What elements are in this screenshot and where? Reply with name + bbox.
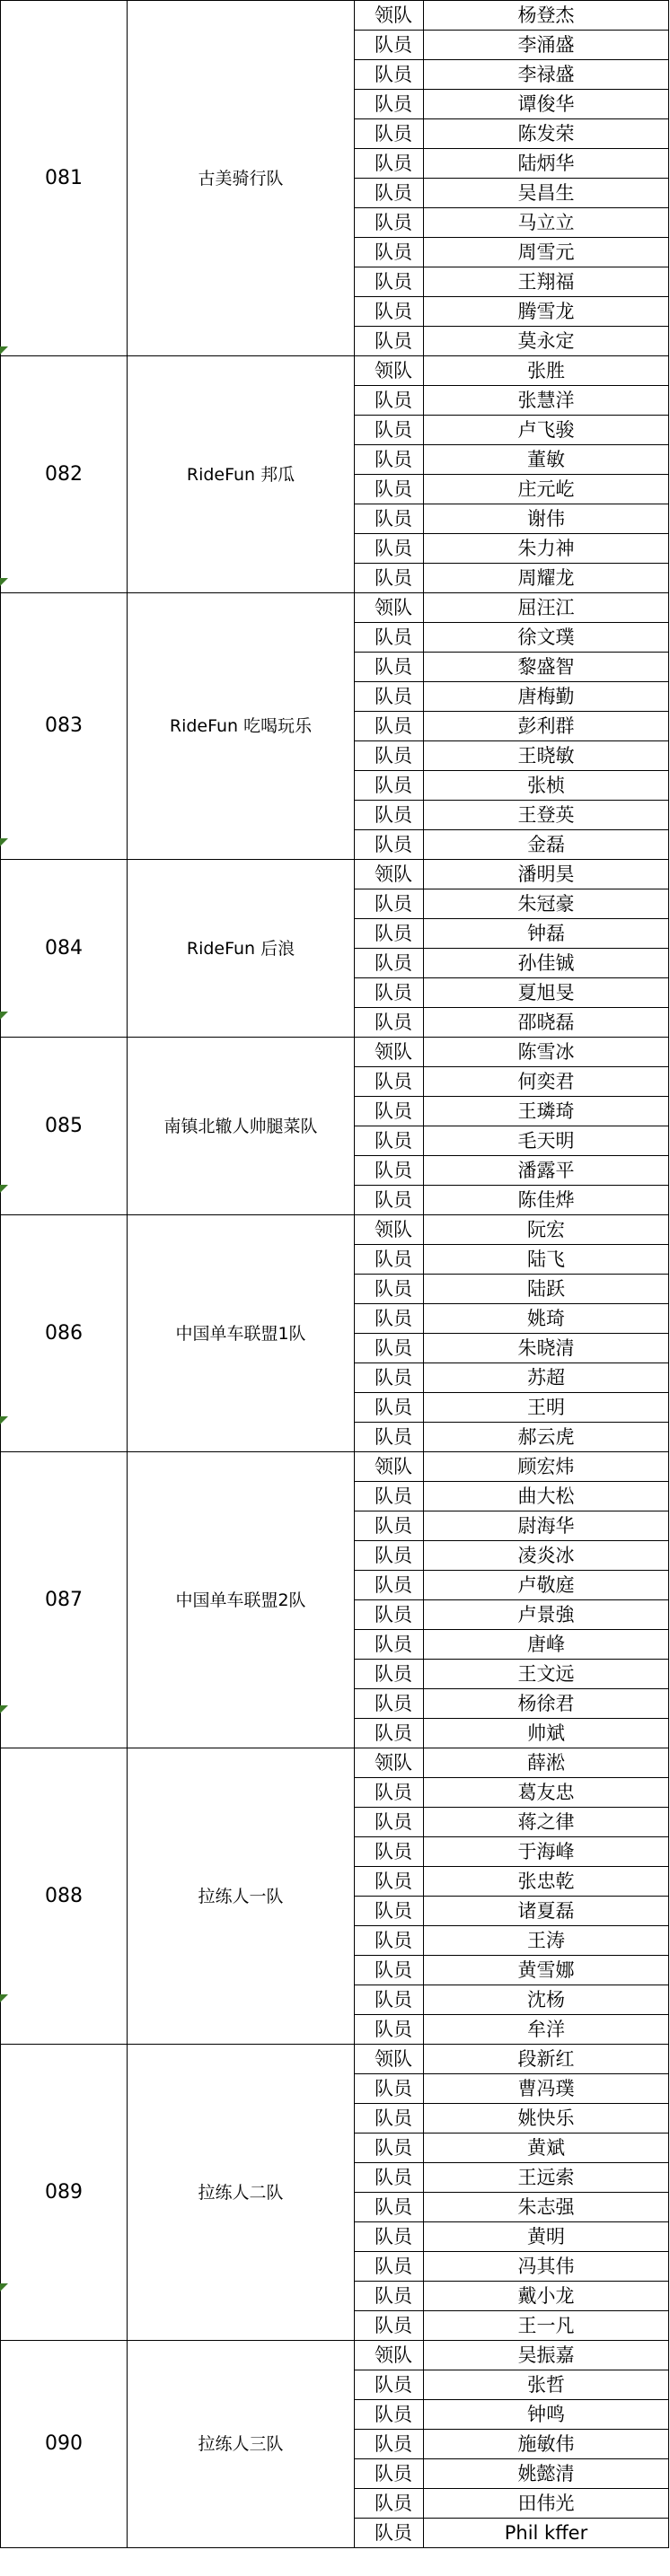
- member-name: 姚快乐: [424, 2104, 669, 2134]
- cell-corner-marker: [0, 1185, 8, 1193]
- member-name: Phil kffer: [424, 2519, 669, 2548]
- member-role: 领队: [355, 356, 424, 386]
- member-name: 徐文璞: [424, 623, 669, 653]
- member-name: 谢伟: [424, 504, 669, 534]
- member-role: 队员: [355, 31, 424, 60]
- member-role: 队员: [355, 1660, 424, 1689]
- member-name: 王一凡: [424, 2311, 669, 2341]
- member-role: 队员: [355, 1600, 424, 1630]
- member-role: 队员: [355, 919, 424, 949]
- member-role: 队员: [355, 1808, 424, 1837]
- member-role: 队员: [355, 2134, 424, 2163]
- member-name: 屈汪江: [424, 593, 669, 623]
- member-name: 沈杨: [424, 1985, 669, 2015]
- member-role: 队员: [355, 1837, 424, 1867]
- member-name: 吴昌生: [424, 179, 669, 208]
- member-name: 朱冠豪: [424, 889, 669, 919]
- member-name: 阮宏: [424, 1215, 669, 1245]
- member-name: 庄元屹: [424, 475, 669, 504]
- member-role: 队员: [355, 208, 424, 238]
- member-role: 队员: [355, 653, 424, 682]
- member-name: 唐梅勤: [424, 682, 669, 712]
- member-name: 陈雪冰: [424, 1038, 669, 1067]
- member-role: 领队: [355, 593, 424, 623]
- member-name: 钟鸣: [424, 2400, 669, 2430]
- member-name: 夏旭旻: [424, 978, 669, 1008]
- member-name: 苏超: [424, 1363, 669, 1393]
- table-row: [1, 1452, 669, 1482]
- member-role: 队员: [355, 1156, 424, 1186]
- member-name: 冯其伟: [424, 2252, 669, 2282]
- team-number: 085: [1, 1038, 128, 1215]
- member-role: 队员: [355, 1186, 424, 1215]
- member-name: 朱力神: [424, 534, 669, 564]
- member-role: 队员: [355, 1008, 424, 1038]
- member-role: 队员: [355, 327, 424, 356]
- member-role: 队员: [355, 1778, 424, 1808]
- member-role: 队员: [355, 149, 424, 179]
- member-name: 王涛: [424, 1926, 669, 1956]
- member-role: 队员: [355, 1571, 424, 1600]
- team-name: RideFun 邦瓜: [128, 356, 355, 593]
- member-name: 杨登杰: [424, 1, 669, 31]
- member-role: 队员: [355, 1719, 424, 1748]
- member-name: 王明: [424, 1393, 669, 1423]
- cell-corner-marker: [0, 346, 8, 355]
- member-name: 马立立: [424, 208, 669, 238]
- member-role: 队员: [355, 1393, 424, 1423]
- member-role: 队员: [355, 2015, 424, 2045]
- cell-corner-marker: [0, 1012, 8, 1020]
- team-number: 090: [1, 2341, 128, 2548]
- member-name: 于海峰: [424, 1837, 669, 1867]
- team-number: 082: [1, 356, 128, 593]
- member-name: 施敏伟: [424, 2430, 669, 2459]
- member-name: 腾雪龙: [424, 297, 669, 327]
- cell-corner-marker: [0, 578, 8, 586]
- member-name: 姚琦: [424, 1304, 669, 1334]
- member-name: 田伟光: [424, 2489, 669, 2519]
- member-name: 牟洋: [424, 2015, 669, 2045]
- member-name: 王翔福: [424, 267, 669, 297]
- member-role: 队员: [355, 2370, 424, 2400]
- member-name: 薛淞: [424, 1748, 669, 1778]
- member-name: 王文远: [424, 1660, 669, 1689]
- member-name: 邵晓磊: [424, 1008, 669, 1038]
- team-name: 古美骑行队: [128, 1, 355, 356]
- member-name: 王晓敏: [424, 741, 669, 771]
- member-role: 队员: [355, 119, 424, 149]
- member-role: 队员: [355, 2519, 424, 2548]
- member-role: 队员: [355, 1926, 424, 1956]
- member-role: 队员: [355, 1126, 424, 1156]
- member-role: 队员: [355, 889, 424, 919]
- member-name: 吴振嘉: [424, 2341, 669, 2370]
- member-role: 队员: [355, 475, 424, 504]
- member-role: 队员: [355, 623, 424, 653]
- cell-corner-marker: [0, 1705, 8, 1713]
- member-name: 曹冯璞: [424, 2074, 669, 2104]
- member-role: 队员: [355, 801, 424, 830]
- member-role: 队员: [355, 2193, 424, 2222]
- member-role: 队员: [355, 504, 424, 534]
- member-role: 队员: [355, 1482, 424, 1511]
- table-row: [1, 1, 669, 31]
- member-role: 队员: [355, 60, 424, 90]
- member-name: 诸夏磊: [424, 1897, 669, 1926]
- team-name: 南镇北辙人帅腿菜队: [128, 1038, 355, 1215]
- member-role: 队员: [355, 978, 424, 1008]
- member-role: 队员: [355, 416, 424, 445]
- member-role: 队员: [355, 2400, 424, 2430]
- member-role: 队员: [355, 445, 424, 475]
- member-role: 队员: [355, 830, 424, 860]
- member-role: 队员: [355, 2282, 424, 2311]
- team-number: 086: [1, 1215, 128, 1452]
- member-role: 队员: [355, 564, 424, 593]
- member-name: 蒋之律: [424, 1808, 669, 1837]
- table-row: [1, 356, 669, 386]
- member-name: 金磊: [424, 830, 669, 860]
- member-name: 周耀龙: [424, 564, 669, 593]
- member-role: 队员: [355, 712, 424, 741]
- cell-corner-marker: [0, 1994, 8, 2002]
- member-role: 领队: [355, 1215, 424, 1245]
- member-name: 凌炎冰: [424, 1541, 669, 1571]
- member-name: 郝云虎: [424, 1423, 669, 1452]
- member-name: 戴小龙: [424, 2282, 669, 2311]
- member-name: 李涌盛: [424, 31, 669, 60]
- member-name: 帅斌: [424, 1719, 669, 1748]
- team-number: 087: [1, 1452, 128, 1748]
- member-role: 队员: [355, 534, 424, 564]
- member-name: 杨徐君: [424, 1689, 669, 1719]
- team-number: 089: [1, 2045, 128, 2341]
- member-role: 队员: [355, 1985, 424, 2015]
- member-role: 队员: [355, 1304, 424, 1334]
- member-name: 张胜: [424, 356, 669, 386]
- member-name: 张慧洋: [424, 386, 669, 416]
- member-role: 队员: [355, 1245, 424, 1275]
- member-role: 领队: [355, 1, 424, 31]
- member-role: 队员: [355, 1067, 424, 1097]
- cell-corner-marker: [0, 2283, 8, 2291]
- member-role: 队员: [355, 267, 424, 297]
- member-role: 队员: [355, 1334, 424, 1363]
- member-name: 朱志强: [424, 2193, 669, 2222]
- member-name: 黄斌: [424, 2134, 669, 2163]
- member-role: 队员: [355, 179, 424, 208]
- team-name: 拉练人二队: [128, 2045, 355, 2341]
- member-role: 队员: [355, 2163, 424, 2193]
- member-name: 何奕君: [424, 1067, 669, 1097]
- member-role: 队员: [355, 2459, 424, 2489]
- member-name: 张哲: [424, 2370, 669, 2400]
- member-role: 队员: [355, 1363, 424, 1393]
- member-name: 李禄盛: [424, 60, 669, 90]
- member-name: 潘明昊: [424, 860, 669, 889]
- member-role: 领队: [355, 1748, 424, 1778]
- member-role: 队员: [355, 2222, 424, 2252]
- member-name: 董敏: [424, 445, 669, 475]
- team-number: 084: [1, 860, 128, 1038]
- member-name: 王远索: [424, 2163, 669, 2193]
- member-role: 队员: [355, 2430, 424, 2459]
- table-row: [1, 1748, 669, 1778]
- team-name: 中国单车联盟1队: [128, 1215, 355, 1452]
- member-role: 领队: [355, 2341, 424, 2370]
- member-name: 陈发荣: [424, 119, 669, 149]
- table-row: [1, 1215, 669, 1245]
- team-name: 拉练人一队: [128, 1748, 355, 2045]
- member-name: 卢景強: [424, 1600, 669, 1630]
- member-name: 毛天明: [424, 1126, 669, 1156]
- table-row: [1, 2045, 669, 2074]
- member-name: 尉海华: [424, 1511, 669, 1541]
- member-role: 队员: [355, 1541, 424, 1571]
- member-name: 卢飞骏: [424, 416, 669, 445]
- member-role: 领队: [355, 1452, 424, 1482]
- member-name: 朱晓清: [424, 1334, 669, 1363]
- cell-corner-marker: [0, 1416, 8, 1424]
- cell-corner-marker: [0, 838, 8, 846]
- member-name: 潘露平: [424, 1156, 669, 1186]
- table-row: [1, 1038, 669, 1067]
- member-name: 莫永定: [424, 327, 669, 356]
- member-name: 王璘琦: [424, 1097, 669, 1126]
- member-name: 曲大松: [424, 1482, 669, 1511]
- member-name: 姚懿清: [424, 2459, 669, 2489]
- member-role: 队员: [355, 771, 424, 801]
- member-name: 卢敬庭: [424, 1571, 669, 1600]
- member-role: 队员: [355, 1097, 424, 1126]
- member-role: 领队: [355, 2045, 424, 2074]
- member-name: 陆炳华: [424, 149, 669, 179]
- table-row: [1, 593, 669, 623]
- member-role: 队员: [355, 949, 424, 978]
- team-name: RideFun 吃喝玩乐: [128, 593, 355, 860]
- member-name: 陆飞: [424, 1245, 669, 1275]
- team-number: 081: [1, 1, 128, 356]
- member-name: 顾宏炜: [424, 1452, 669, 1482]
- member-role: 队员: [355, 741, 424, 771]
- member-role: 队员: [355, 1275, 424, 1304]
- member-role: 队员: [355, 386, 424, 416]
- member-name: 黎盛智: [424, 653, 669, 682]
- team-number: 083: [1, 593, 128, 860]
- member-name: 钟磊: [424, 919, 669, 949]
- member-name: 王登英: [424, 801, 669, 830]
- table-row: [1, 860, 669, 889]
- table-row: [1, 2341, 669, 2370]
- member-name: 张忠乾: [424, 1867, 669, 1897]
- member-name: 彭利群: [424, 712, 669, 741]
- member-role: 队员: [355, 2489, 424, 2519]
- team-name: 拉练人三队: [128, 2341, 355, 2548]
- member-name: 唐峰: [424, 1630, 669, 1660]
- member-role: 队员: [355, 682, 424, 712]
- member-role: 队员: [355, 1956, 424, 1985]
- member-name: 陆跃: [424, 1275, 669, 1304]
- member-name: 黄明: [424, 2222, 669, 2252]
- member-role: 队员: [355, 2074, 424, 2104]
- member-role: 队员: [355, 1897, 424, 1926]
- member-name: 谭俊华: [424, 90, 669, 119]
- member-name: 孙佳铖: [424, 949, 669, 978]
- team-name: RideFun 后浪: [128, 860, 355, 1038]
- team-name: 中国单车联盟2队: [128, 1452, 355, 1748]
- member-role: 队员: [355, 1630, 424, 1660]
- member-name: 张桢: [424, 771, 669, 801]
- member-role: 队员: [355, 90, 424, 119]
- member-role: 队员: [355, 297, 424, 327]
- member-name: 段新红: [424, 2045, 669, 2074]
- member-role: 队员: [355, 1511, 424, 1541]
- roster-body: [1, 1, 669, 2548]
- member-role: 领队: [355, 860, 424, 889]
- member-role: 队员: [355, 1867, 424, 1897]
- member-name: 葛友忠: [424, 1778, 669, 1808]
- member-role: 队员: [355, 1689, 424, 1719]
- member-role: 队员: [355, 1423, 424, 1452]
- member-role: 队员: [355, 2252, 424, 2282]
- member-name: 黄雪娜: [424, 1956, 669, 1985]
- member-name: 周雪元: [424, 238, 669, 267]
- member-role: 队员: [355, 2311, 424, 2341]
- member-role: 领队: [355, 1038, 424, 1067]
- team-number: 088: [1, 1748, 128, 2045]
- member-role: 队员: [355, 2104, 424, 2134]
- member-role: 队员: [355, 238, 424, 267]
- member-name: 陈佳烨: [424, 1186, 669, 1215]
